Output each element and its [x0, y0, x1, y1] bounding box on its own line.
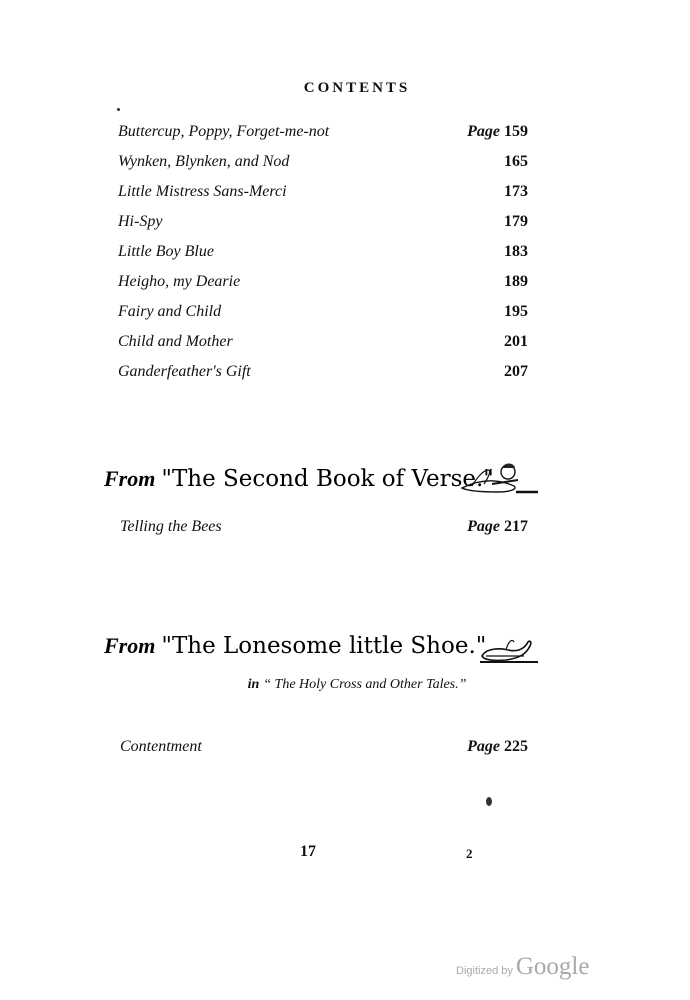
section-heading-text: "The Second Book of Verse.": [161, 466, 494, 492]
page-number: 201: [504, 333, 528, 350]
entry-page: [504, 213, 528, 231]
page-number: 225: [504, 738, 528, 755]
entry-page: [504, 243, 528, 261]
entry-title: Little Mistress Sans-Merci: [118, 183, 287, 200]
page-word: Page: [467, 518, 500, 535]
digitized-watermark: [456, 953, 589, 981]
toc-entry: [118, 120, 528, 150]
shoe-icon: [476, 632, 540, 666]
ink-mark: [486, 797, 492, 806]
ink-speck: [117, 108, 120, 111]
entry-title: Contentment: [120, 738, 202, 755]
page-number: 217: [504, 518, 528, 535]
section-heading-text: "The Lonesome little Shoe.": [161, 633, 487, 659]
entry-title: Child and Mother: [118, 333, 233, 350]
toc-entry: [120, 738, 528, 762]
toc-entry: [118, 330, 528, 360]
section-subtitle: [0, 677, 690, 693]
entry-title: Hi-Spy: [118, 213, 163, 230]
page-number: 195: [504, 303, 528, 320]
signature-mark: 2: [466, 846, 473, 861]
section-heading-lonesome-shoe: [104, 633, 486, 659]
page-title: CONTENTS: [303, 80, 411, 96]
page-number: 183: [504, 243, 528, 260]
entry-title: Ganderfeather's Gift: [118, 363, 251, 380]
entry-page: [467, 518, 528, 536]
in-label: in: [247, 677, 260, 692]
watermark-prefix: Digitized by: [456, 965, 513, 977]
entry-page: [467, 123, 528, 141]
page-number: 159: [504, 123, 528, 140]
entry-page: [504, 333, 528, 351]
entry-title: Little Boy Blue: [118, 243, 214, 260]
entry-page: [504, 153, 528, 171]
toc-entry: [118, 180, 528, 210]
page-number: 207: [504, 363, 528, 380]
entry-page: [504, 303, 528, 321]
contents-list: [118, 120, 528, 390]
entry-page: [467, 738, 528, 756]
entry-page: [504, 183, 528, 201]
entry-page: [504, 363, 528, 381]
toc-entry: [120, 518, 528, 542]
source-title: “ The Holy Cross and Other Tales.”: [263, 677, 467, 692]
toc-entry: [118, 300, 528, 330]
page-number: 189: [504, 273, 528, 290]
from-label: From: [104, 633, 156, 658]
section-heading-second-book: [104, 466, 494, 492]
page-word: Page: [467, 738, 500, 755]
toc-entry: [118, 150, 528, 180]
toc-entry: [118, 210, 528, 240]
page-number: 179: [504, 213, 528, 230]
entry-title: Telling the Bees: [120, 518, 222, 535]
entry-page: [504, 273, 528, 291]
folio-number: 17: [300, 843, 316, 860]
entry-title: Heigho, my Dearie: [118, 273, 241, 290]
page-number: 165: [504, 153, 528, 170]
toc-entry: [118, 270, 528, 300]
toc-entry: [118, 240, 528, 270]
entry-title: Buttercup, Poppy, Forget-me-not: [118, 123, 330, 140]
sleeping-child-icon: [458, 458, 542, 498]
page-word: Page: [467, 123, 500, 140]
toc-entry: [118, 360, 528, 390]
from-label: From: [104, 466, 156, 491]
entry-title: Fairy and Child: [118, 303, 222, 320]
entry-title: Wynken, Blynken, and Nod: [118, 153, 290, 170]
watermark-brand: Google: [515, 953, 590, 980]
page-number: 173: [504, 183, 528, 200]
